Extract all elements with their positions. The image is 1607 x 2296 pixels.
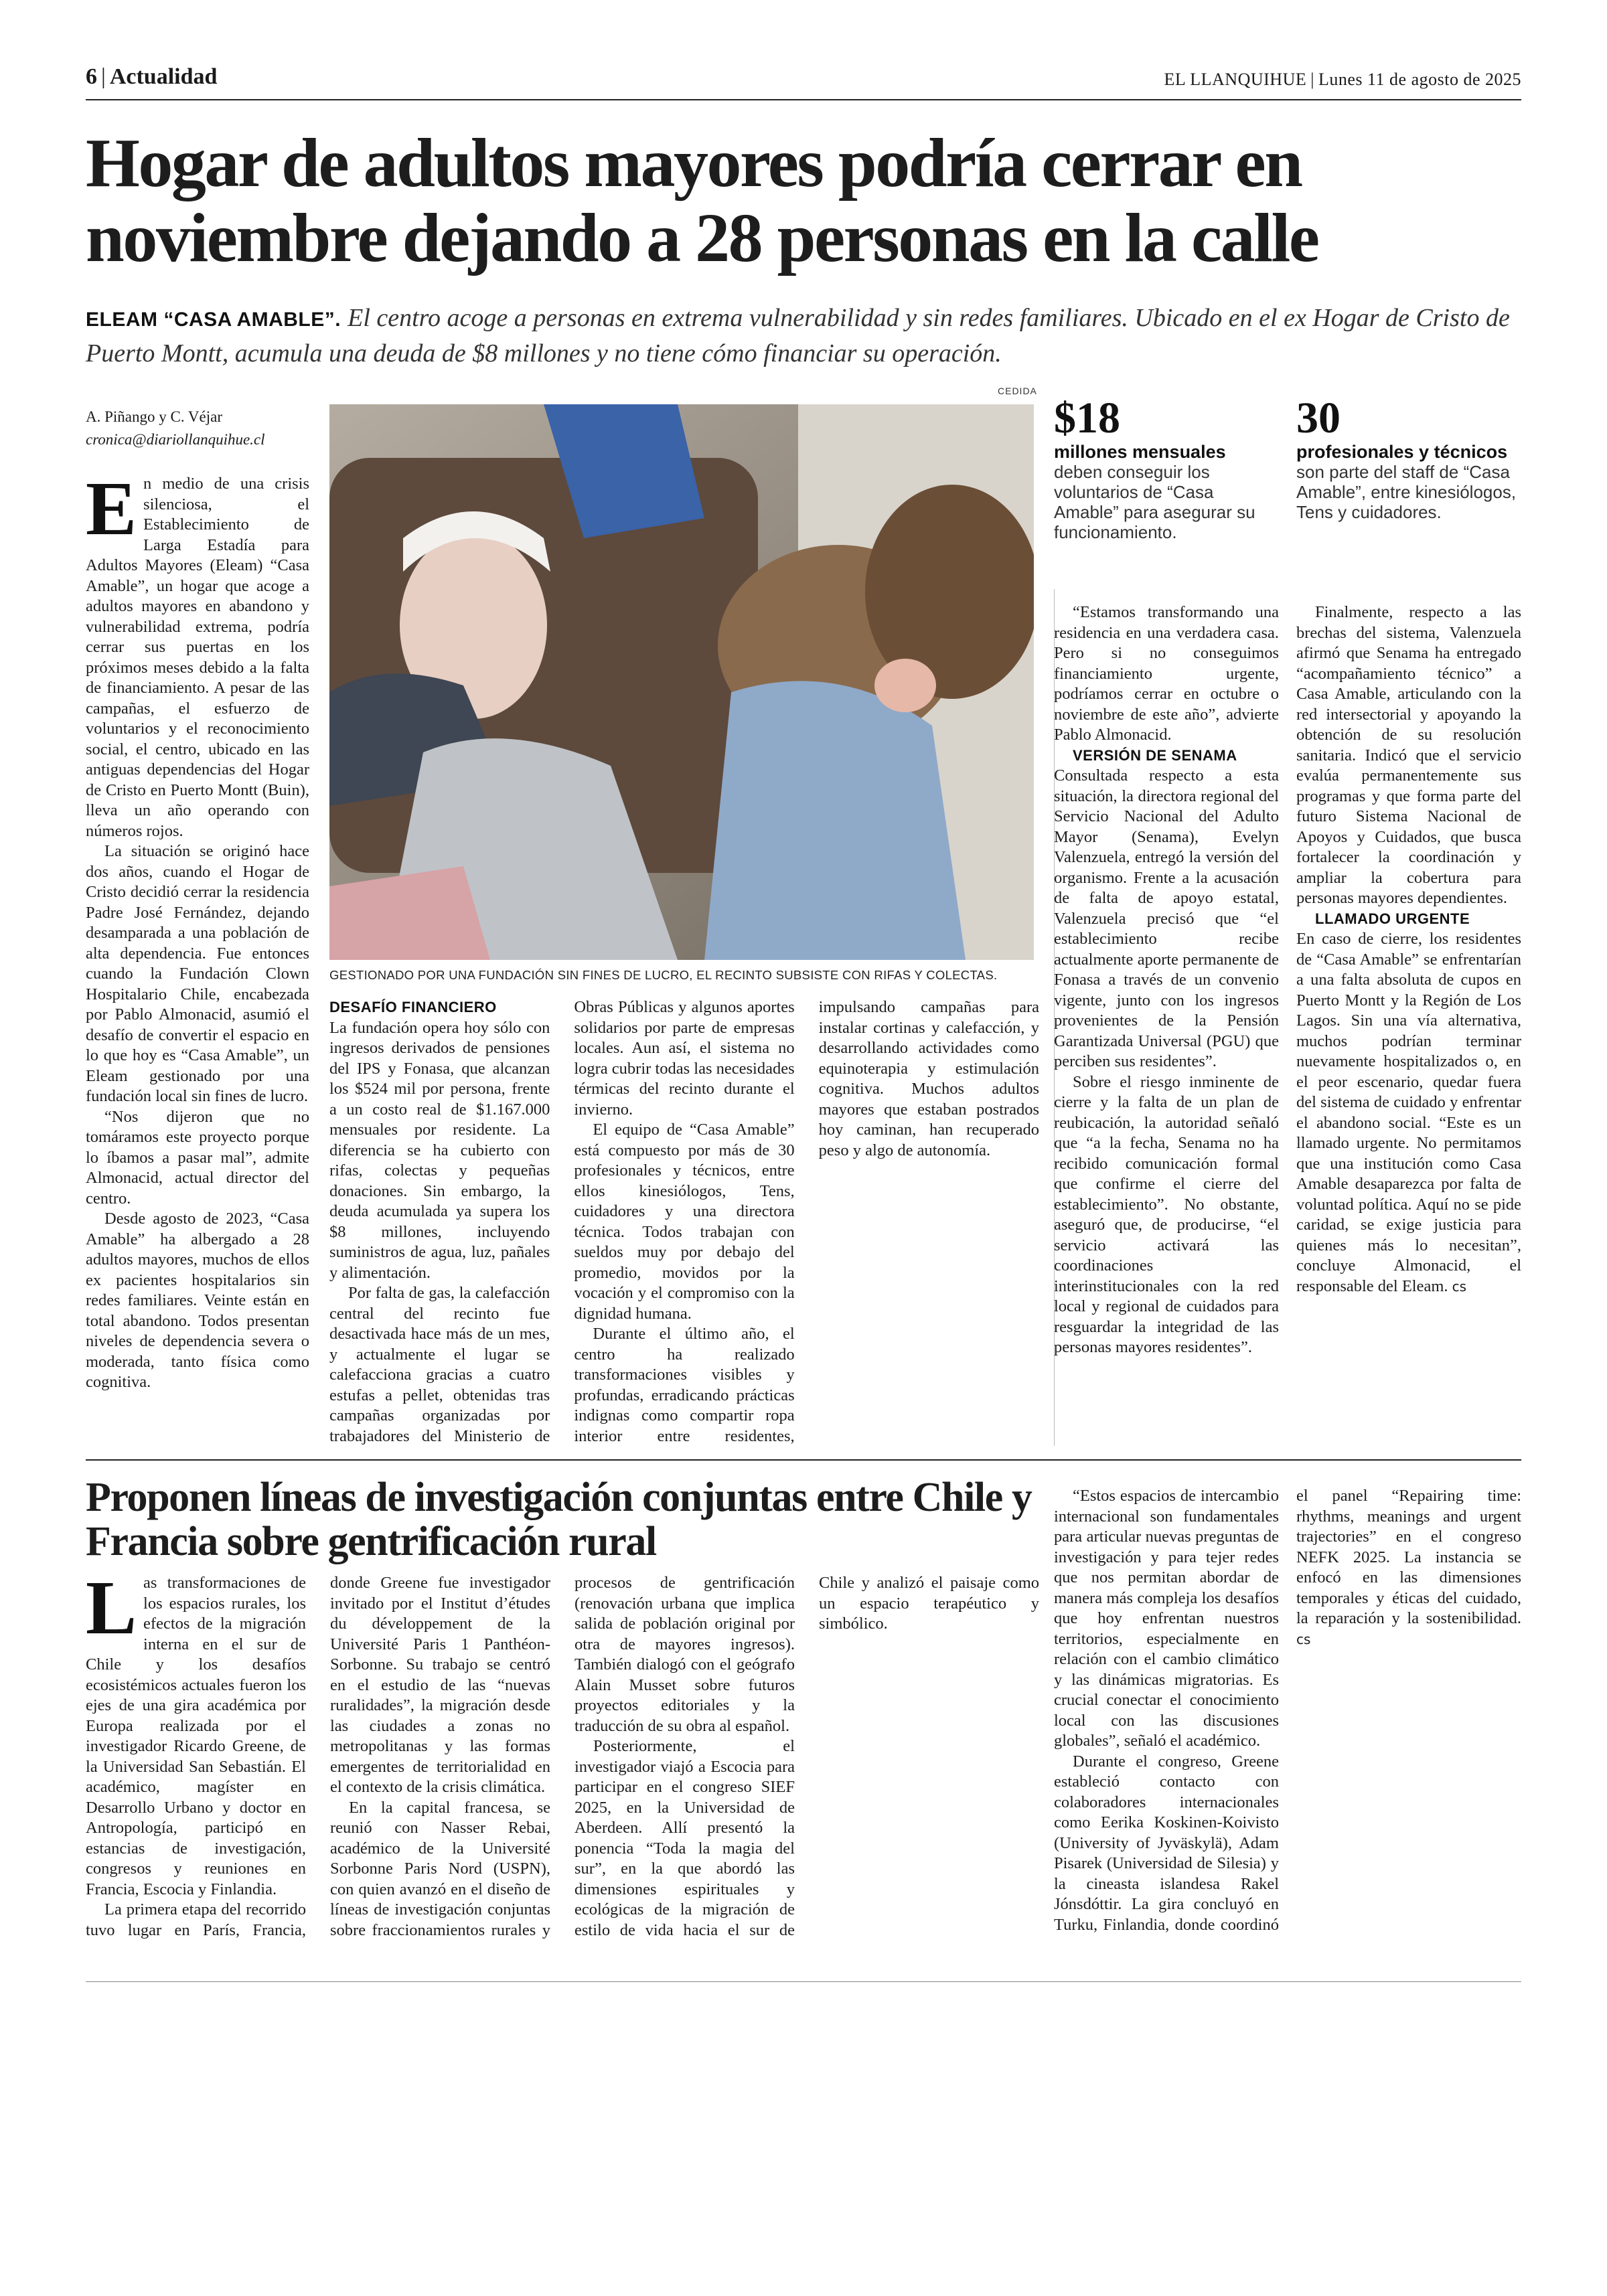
article1-deck bbox=[86, 301, 1532, 370]
page-header-left bbox=[86, 64, 217, 90]
header-rule bbox=[86, 99, 1521, 100]
publication-name: EL LLANQUIHUE bbox=[1164, 70, 1307, 89]
article1-col-right-a bbox=[1054, 602, 1279, 1453]
subhead-llamado: LLAMADO URGENTE bbox=[1315, 910, 1470, 927]
stat-money-value: $18 bbox=[1054, 394, 1120, 442]
subhead-senama: VERSIÓN DE SENAMA bbox=[1073, 746, 1237, 764]
page-number: 6 bbox=[86, 64, 97, 89]
article1-paragraph: En caso de cierre, los residentes de “Casa Amable” se enfrentarían a una falta absoluta de cupos en Puerto Montt y la Región de Los Lagos. Sin una vía alternativa, muchos podrían terminar nuevamente hospitalizados o, en el peor escenario, quedar fuera del sistema de cuidado y enfrentar el abandono social. “Este es un llamado urgente. No permitamos que una institución como Casa Amable desaparezca por falta de voluntad política. Aquí no se pide caridad, se exige justicia para quienes más lo necesitan”, concluye Almonacid, el responsable del Eleam. bbox=[1296, 930, 1521, 1295]
photo-caption: GESTIONADO POR UNA FUNDACIÓN SIN FINES DE LUCRO, EL RECINTO SUBSISTE CON RIFAS Y COLECTAS. bbox=[329, 968, 998, 982]
article1-paragraph: n medio de una crisis silenciosa, el Establecimiento de Larga Estadía para Adultos Mayores (Eleam) “Casa Amable”, un hogar que acoge a adultos mayores en abandono y vulnerabilidad extrema, podría cerrar sus puertas en los próximos meses debido a la falta de financiamiento. A pesar de las campañas, el esfuerzo de voluntarios y el reconocimiento social, el centro, ubicado en las antiguas dependencias del Hogar de Cristo en Puerto Montt (Buin), lleva un año operando con números rojos. bbox=[86, 475, 309, 840]
article2-dropcap: L bbox=[86, 1565, 137, 1650]
article2-paragraph: En la capital francesa, se reunió con Nasser Rebai, académico de la Université Sorbonne Paris Nord (USPN), con quien avanzó en el diseño de líneas de investigación conjuntas sobre fraccionamientos rurales y procesos de gentrificación (renovación urbana que implica salida de población original por otra de mayores ingresos). También dialogó con el geógrafo Alain Musset sobre futuros proyectos editoriales y la traducción de su obra al español. bbox=[330, 1574, 795, 1939]
article2-paragraph: “Estos espacios de intercambio internacional son fundamentales para articular nuevas preguntas de investigación y para tejer redes que nos permitan abordar de manera más compleja los desafíos que hoy enfrentan nuestros territorios, especialmente en relación con el cambio climático y las dinámicas migratorias. Es crucial conectar el conocimiento local con las discusiones globales”, señaló el académico. bbox=[1054, 1487, 1279, 1750]
stat-box-money bbox=[1054, 395, 1275, 542]
article1-col-mid bbox=[329, 997, 1039, 1453]
subhead-desafio: DESAFÍO FINANCIERO bbox=[329, 999, 497, 1015]
article1-paragraph: La fundación opera hoy sólo con ingresos derivados de pensiones del IPS y Fonasa, que alcanzan los $524 mil por persona, frente a un costo real de $1.167.000 mensuales por residente. La diferencia se ha cubierto con rifas, colectas y pequeñas donaciones. Sin embargo, la deuda acumulada ya supera los $8 millones, incluyendo suministros de agua, luz, pañales y alimentación. bbox=[329, 1018, 550, 1282]
stat-staff-value: 30 bbox=[1296, 394, 1341, 442]
byline bbox=[86, 406, 265, 451]
article1-paragraph: Sobre el riesgo inminente de cierre y la falta de un plan de reubicación, la autoridad señaló que “a la fecha, Senama no ha recibido comunicación formal que confirme el cierre del establecimiento”. No obstante, aseguró que, de producirse, “el servicio activará las coordinaciones interinstitucionales con la red local y regional de cuidados para resguardar la integridad de las personas mayores residentes”. bbox=[1054, 1072, 1279, 1356]
article1-paragraph: “Nos dijeron que no tomáramos este proyecto porque lo íbamos a pasar mal”, admite Almonacid, actual director del centro. bbox=[86, 1107, 309, 1208]
article2-body-left bbox=[86, 1565, 1039, 1948]
article2-paragraph: La primera etapa del recorrido tuvo lugar en París, Francia, donde Greene fue investigador invitado por el Institut d’études du développement de la Université Paris 1 Panthéon-Sorbonne. Su trabajo se centró en el estudio de las “nuevas ruralidades”, la migración desde las ciudades a zonas no metropolitanas y las formas emergentes de territorialidad en el contexto de la crisis climática. bbox=[86, 1574, 550, 1939]
stat-box-staff bbox=[1296, 395, 1517, 522]
stat-money-bold: millones mensuales bbox=[1054, 442, 1226, 462]
article1-paragraph: Por falta de gas, la calefacción central del recinto fue desactivada hace más de un mes, y actualmente el lugar se calefacciona gracias a cuatro estufas a pellet, obtenidas tras campañas organizadas por trabajadores del Ministerio de Obras Públicas y algunos aportes solidarios por parte de empresas locales. Aun así, el sistema no logra cubrir todas las necesidades térmicas del recinto durante el invierno. bbox=[329, 998, 795, 1445]
page-header-right bbox=[1164, 70, 1521, 90]
article1-photo bbox=[329, 404, 1034, 960]
stat-staff-bold: profesionales y técnicos bbox=[1296, 442, 1508, 462]
article2-body-right bbox=[1054, 1486, 1521, 1955]
article1-deck-text: El centro acoge a personas en extrema vulnerabilidad y sin redes familiares. Ubicado en el ex Hogar de Cristo de Puerto Montt, acumula una deuda de $8 millones y no tiene cómo financiar su operación. bbox=[86, 304, 1510, 367]
article1-dropcap: E bbox=[86, 466, 137, 551]
article2-paragraph: as transformaciones de los espacios rurales, los efectos de la migración interna en el sur de Chile y los desafíos ecosistémicos actuales fueron los ejes de una gira académica por Europa realizada por el investigador Ricardo Greene, de la Universidad San Sebastián. El académico, magíster en Desarrollo Urbano y doctor en Antropología, participó en estancias de investigación, congresos y reuniones en Francia, Escocia y Finlandia. bbox=[86, 1574, 306, 1898]
article1-kicker: ELEAM “CASA AMABLE”. bbox=[86, 309, 341, 331]
photo-illustration bbox=[329, 404, 1034, 960]
article2-paragraph: Posteriormente, el investigador viajó a Escocia para participar en el congreso SIEF 2025, en la Universidad de Aberdeen. Allí presentó la ponencia “Toda la magia del sur”, en la que abordó las dimensiones espirituales y ecológicas de la migración de estilo de vida hacia el sur de Chile y analizó el paisaje como un espacio terapéutico y simbólico. bbox=[575, 1574, 1039, 1939]
end-mark-icon: cs bbox=[1296, 1631, 1311, 1647]
byline-email: cronica@diariollanquihue.cl bbox=[86, 431, 265, 448]
end-mark-icon: cs bbox=[1452, 1278, 1467, 1295]
byline-authors: A. Piñango y C. Véjar bbox=[86, 408, 223, 425]
article1-paragraph: Desde agosto de 2023, “Casa Amable” ha albergado a 28 adultos mayores, muchos de ellos ex pacientes hospitalarios sin redes familiares. Veinte están en total abandono. Todos presentan niveles de dependencia severa o moderada, tanto física como cognitiva. bbox=[86, 1210, 309, 1391]
header-separator-right: | bbox=[1310, 70, 1314, 89]
article1-paragraph: Finalmente, respecto a las brechas del sistema, Valenzuela afirmó que Senama ha entregado “acompañamiento técnico” a Casa Amable, articulando con la red intersectorial y apoyando la obtención de su resolución sanitaria. Indicó que el servicio evalúa permanentemente sus programas y que forma parte del futuro Sistema Nacional de Apoyos y Cuidados, que busca fortalecer la coordinación y ampliar la cobertura para personas mayores dependientes. bbox=[1296, 603, 1521, 907]
photo-credit: CEDIDA bbox=[998, 386, 1037, 396]
article1-col-left bbox=[86, 466, 309, 1451]
article1-col-right-b bbox=[1296, 602, 1521, 1453]
article1-paragraph: Consultada respecto a esta situación, la directora regional del Servicio Nacional del Adulto Mayor (Senama), Evelyn Valenzuela, entregó la versión del organismo. Frente a la acusación de falta de apoyo estatal, Valenzuela precisó que “el establecimiento recibe actualmente aporte permanente de Fonasa a través de un convenio vigente, junto con los ingresos provenientes de la Pensión Garantizada Universal (PGU) que perciben sus residentes”. bbox=[1054, 766, 1279, 1070]
article1-paragraph: Durante el último año, el centro ha realizado transformaciones visibles y profundas, erradicando prácticas indignas como compartir ropa interior entre residentes, impulsando campañas para instalar cortinas y calefacción, y desarrollando actividades como equinoterapia y estimulación cognitiva. Muchos adultos mayores que estaban postrados hoy caminan, han recuperado peso y algo de autonomía. bbox=[574, 998, 1039, 1445]
article2-headline: Proponen líneas de investigación conjuntas entre Chile y Francia sobre gentrificación rural bbox=[86, 1475, 1032, 1564]
stat-staff-text: son parte del staff de “Casa Amable”, entre kinesiólogos, Tens y cuidadores. bbox=[1296, 462, 1517, 522]
section-name: Actualidad bbox=[109, 64, 218, 89]
article2-paragraph: Durante el congreso, Greene estableció contacto con colaboradores internacionales como Eerika Koskinen-Koivisto (University of Jyväskylä), Adam Pisarek (Universidad de Silesia) y la cineasta islandesa Rakel Jónsdóttir. La gira concluyó en Turku, Finlandia, donde coordinó el panel “Repairing time: rhythms, meanings and urgent trajectories” en el congreso NEFK 2025. La instancia se enfocó en las dimensiones temporales y éticas del cuidado, la reparación y la sostenibilidad. bbox=[1054, 1487, 1521, 1934]
article1-paragraph: La situación se originó hace dos años, cuando el Hogar de Cristo decidió cerrar la residencia Padre José Fernández, dejando desamparada a una población de alta dependencia. Fue entonces cuando la Fundación Clown Hospitalario Chile, encabezada por Pablo Almonacid, asumió el desafío de convertir el espacio en lo que hoy es “Casa Amable”, un Eleam gestionado por una fundación local sin fines de lucro. bbox=[86, 842, 309, 1105]
article1-headline: Hogar de adultos mayores podría cerrar en noviembre dejando a 28 personas en la calle bbox=[86, 125, 1318, 276]
article1-paragraph: El equipo de “Casa Amable” está compuesto por más de 30 profesionales y técnicos, entre ellos kinesiólogos, Tens, cuidadores y una directora técnica. Todos trabajan con sueldos muy por debajo del promedio, movidos por la vocación y el compromiso con la dignidad humana. bbox=[574, 1121, 795, 1323]
bottom-rule bbox=[86, 1981, 1521, 1982]
stat-money-text: deben conseguir los voluntarios de “Casa Amable” para asegurar su funcionamiento. bbox=[1054, 462, 1255, 542]
article-divider bbox=[86, 1459, 1521, 1461]
article1-paragraph: “Estamos transformando una residencia en una verdadera casa. Pero si no conseguimos financiamiento urgente, podríamos cerrar en octubre o noviembre de este año”, advierte Pablo Almonacid. bbox=[1054, 603, 1279, 744]
header-separator: | bbox=[101, 64, 106, 89]
publication-date: Lunes 11 de agosto de 2025 bbox=[1318, 70, 1521, 89]
